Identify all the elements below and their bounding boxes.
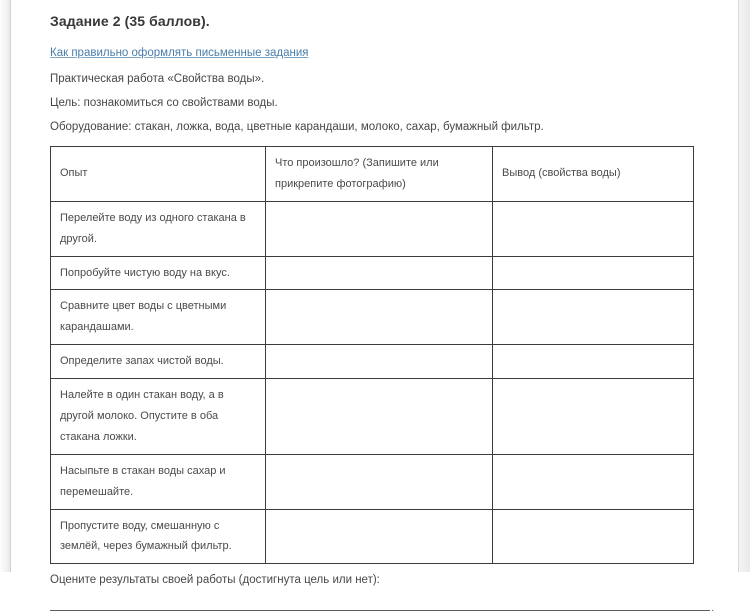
evaluation-prompt: Оцените результаты своей работы (достигнута цель или нет): xyxy=(50,574,380,587)
result-cell[interactable] xyxy=(266,509,493,564)
result-cell[interactable] xyxy=(266,345,493,379)
table-row xyxy=(51,201,694,256)
conclusion-cell[interactable] xyxy=(493,509,694,564)
col-header-conclusion: Вывод (свойства воды) xyxy=(493,147,694,202)
equipment-line: Оборудование: стакан, ложка, вода, цветные карандаши, молоко, сахар, бумажный фильтр. xyxy=(50,121,544,133)
formatting-guide-link[interactable]: Как правильно оформлять письменные задания xyxy=(50,47,309,59)
conclusion-cell[interactable] xyxy=(493,256,694,290)
task-document xyxy=(50,7,716,614)
conclusion-cell[interactable] xyxy=(493,454,694,509)
link-row xyxy=(50,43,716,61)
answer-underline xyxy=(50,608,710,611)
table-row xyxy=(51,290,694,345)
experiment-cell: Пропустите воду, смешанную с землёй, через бумажный фильтр. xyxy=(51,509,266,564)
result-cell[interactable] xyxy=(266,256,493,290)
answer-line-period: . xyxy=(711,603,714,614)
table-row xyxy=(51,345,694,379)
experiment-cell: Сравните цвет воды с цветными карандашами. xyxy=(51,290,266,345)
goal-line: Цель: познакомиться со свойствами воды. xyxy=(50,97,278,109)
col-header-result: Что произошло? (Запишите или прикрепите фотографию) xyxy=(266,147,493,202)
experiment-cell: Налейте в один стакан воду, а в другой молоко. Опустите в оба стакана ложки. xyxy=(51,379,266,455)
table-row xyxy=(51,379,694,455)
experiment-cell: Определите запах чистой воды. xyxy=(51,345,266,379)
left-pane-divider xyxy=(0,0,11,572)
answer-line[interactable] xyxy=(50,603,714,614)
result-cell[interactable] xyxy=(266,201,493,256)
table-row xyxy=(51,509,694,564)
conclusion-cell[interactable] xyxy=(493,345,694,379)
conclusion-cell[interactable] xyxy=(493,201,694,256)
experiment-cell: Попробуйте чистую воду на вкус. xyxy=(51,256,266,290)
table-row xyxy=(51,256,694,290)
experiment-cell: Насыпьте в стакан воды сахар и перемешайте. xyxy=(51,454,266,509)
practical-work-line: Практическая работа «Свойства воды». xyxy=(50,73,265,85)
conclusion-cell[interactable] xyxy=(493,379,694,455)
result-cell[interactable] xyxy=(266,290,493,345)
experiments-table xyxy=(50,146,694,564)
result-cell[interactable] xyxy=(266,379,493,455)
col-header-experiment: Опыт xyxy=(51,147,266,202)
conclusion-cell[interactable] xyxy=(493,290,694,345)
right-scroll-gutter[interactable] xyxy=(738,0,750,572)
table-header-row xyxy=(51,147,694,202)
table-row xyxy=(51,454,694,509)
experiment-cell: Перелейте воду из одного стакана в другой. xyxy=(51,201,266,256)
result-cell[interactable] xyxy=(266,454,493,509)
task-title: Задание 2 (35 баллов). xyxy=(50,13,210,29)
